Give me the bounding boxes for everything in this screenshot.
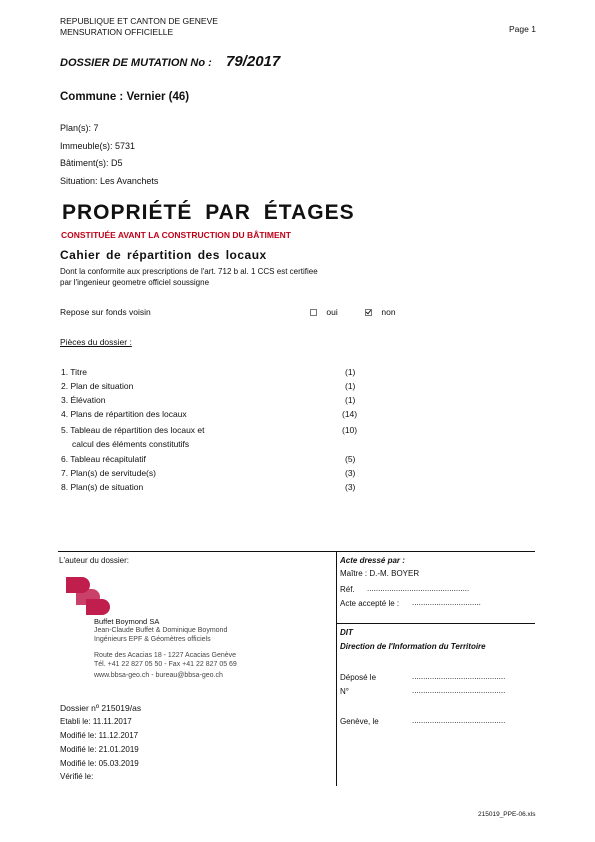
modifie-le-1: Modifié le: 11.12.2017 xyxy=(60,731,139,740)
non-checkbox[interactable] xyxy=(365,309,372,316)
repose-oui[interactable] xyxy=(310,307,338,317)
list-item-count: (3) xyxy=(345,468,356,478)
header-line-2: MENSURATION OFFICIELLE xyxy=(60,27,174,37)
acte-maitre: Maître : D.-M. BOYER xyxy=(340,569,420,578)
list-item: 7. Plan(s) de servitude(s) xyxy=(61,468,156,478)
acte-ref-dots: .............................................. xyxy=(367,584,470,593)
conformity-line-2: par l'ingenieur geometre officiel soussigne xyxy=(60,278,210,287)
commune: Commune : Vernier (46) xyxy=(60,91,190,103)
acte-accepte-dots: ............................... xyxy=(412,598,481,607)
company-address: Route des Acacias 18 - 1227 Acacias Genève xyxy=(94,652,237,659)
etabli-le: Etabli le: 11.11.2017 xyxy=(60,717,132,726)
acte-ref-label: Réf. xyxy=(340,585,355,594)
company-name: Buffet Boymond SA xyxy=(94,617,160,626)
no-label: N° xyxy=(340,687,349,696)
geneve-dots: .......................................... xyxy=(412,716,506,725)
list-item-count: (10) xyxy=(342,425,358,435)
header-line-1: REPUBLIQUE ET CANTON DE GENEVE xyxy=(60,16,218,26)
footer-filename: 215019_PPE-06.xls xyxy=(478,811,536,818)
no-dots: .......................................... xyxy=(412,686,506,695)
list-item: 3. Élévation xyxy=(61,395,106,405)
oui-label: oui xyxy=(326,307,338,317)
list-item-count: (1) xyxy=(345,367,356,377)
list-item-count: (1) xyxy=(345,395,356,405)
acte-accepte-label: Acte accepté le : xyxy=(340,599,400,608)
oui-checkbox[interactable] xyxy=(310,309,317,316)
modifie-le-2: Modifié le: 21.01.2019 xyxy=(60,745,139,754)
list-item: 5. Tableau de répartition des locaux et xyxy=(61,425,205,435)
verifie-le: Vérifié le: xyxy=(60,772,94,781)
plan-info: Plan(s): 7 xyxy=(60,123,99,133)
company-web: www.bbsa-geo.ch - bureau@bbsa-geo.ch xyxy=(94,672,223,679)
company-phones: Tél. +41 22 827 05 50 - Fax +41 22 827 05 69 xyxy=(94,661,237,668)
dossier-label: DOSSIER DE MUTATION No : xyxy=(60,57,212,69)
geneve-label: Genève, le xyxy=(340,717,379,726)
list-item: 8. Plan(s) de situation xyxy=(61,482,144,492)
depose-dots: .......................................... xyxy=(412,672,506,681)
box-vertical-divider xyxy=(336,551,337,786)
list-item: 1. Titre xyxy=(61,367,87,377)
list-item-count: (1) xyxy=(345,381,356,391)
main-title: PROPRIÉTÉ PAR ÉTAGES xyxy=(62,201,355,224)
pieces-heading: Pièces du dossier : xyxy=(60,337,132,347)
author-label: L'auteur du dossier: xyxy=(59,556,130,565)
modifie-le-3: Modifié le: 05.03.2019 xyxy=(60,759,139,768)
box-right-divider xyxy=(336,623,535,624)
list-item: 6. Tableau récapitulatif xyxy=(61,454,146,464)
batiment-info: Bâtiment(s): D5 xyxy=(60,158,123,168)
non-label: non xyxy=(381,307,396,317)
dossier-number: 79/2017 xyxy=(226,53,281,70)
list-item-count: (14) xyxy=(342,409,358,419)
company-people: Jean-Claude Buffet & Dominique Boymond xyxy=(94,627,228,634)
situation-info: Situation: Les Avanchets xyxy=(60,176,159,186)
list-item: calcul des éléments constitutifs xyxy=(72,439,190,449)
depose-label: Déposé le xyxy=(340,673,377,682)
cahier-title: Cahier de répartition des locaux xyxy=(60,248,267,262)
list-item-count: (5) xyxy=(345,454,356,464)
list-item: 2. Plan de situation xyxy=(61,381,134,391)
dit-direction: Direction de l'Information du Territoire xyxy=(340,642,486,651)
acte-label: Acte dressé par : xyxy=(340,556,405,565)
company-role: Ingénieurs EPF & Géomètres officiels xyxy=(94,636,211,643)
box-top-border xyxy=(58,551,535,552)
dit-label: DIT xyxy=(340,628,353,637)
immeuble-info: Immeuble(s): 5731 xyxy=(60,141,136,151)
conformity-line-1: Dont la conformite aux prescriptions de l'art. 712 b al. 1 CCS est certifiee xyxy=(60,267,318,276)
page-number: Page 1 xyxy=(509,24,536,34)
subtitle: CONSTITUÉE AVANT LA CONSTRUCTION DU BÂTIMENT xyxy=(61,230,291,240)
dossier-no: Dossier nº 215019/as xyxy=(60,703,142,713)
bbsa-logo-icon xyxy=(64,575,112,619)
repose-label: Repose sur fonds voisin xyxy=(60,307,151,317)
list-item: 4. Plans de répartition des locaux xyxy=(61,409,187,419)
list-item-count: (3) xyxy=(345,482,356,492)
repose-non[interactable] xyxy=(365,307,396,317)
